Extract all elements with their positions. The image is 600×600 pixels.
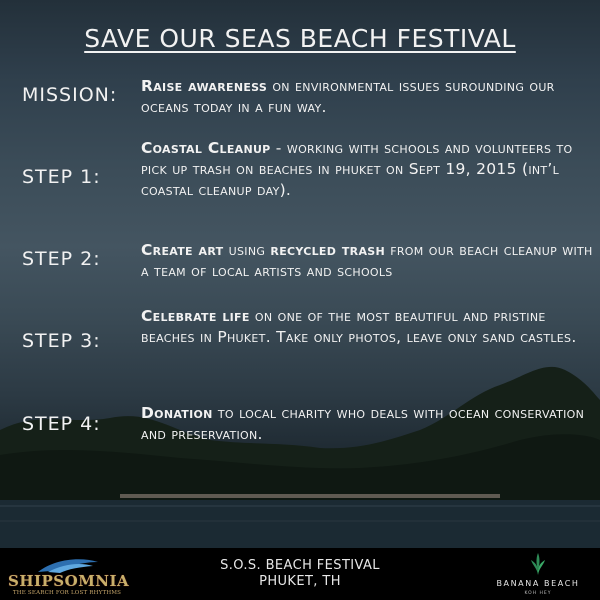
step-3-body: on one of the most beautiful and pristine beaches in Phuket. Take only photos, leave only sand castles. — [141, 307, 577, 346]
step-2-text — [141, 240, 593, 282]
shipsomnia-name: SHIPSOMNIA — [8, 572, 130, 590]
step-2-connector: using — [223, 241, 271, 259]
step-1-label: STEP 1: — [22, 166, 101, 188]
mission-bold: Raise awareness — [141, 77, 268, 95]
step-2-bold: Create art — [141, 241, 224, 259]
step-3-text — [141, 306, 593, 348]
footer-location: PHUKET, TH — [259, 574, 341, 589]
mission-label: MISSION: — [22, 84, 118, 106]
banana-beach-name: BANANA BEACH — [496, 579, 580, 588]
step-1-bold: Coastal Cleanup — [141, 139, 271, 157]
banana-beach-sub: KOH HEY — [524, 591, 552, 596]
mission-text — [141, 76, 593, 118]
step-4-body: to local charity who deals with ocean conservation and preservation. — [141, 404, 585, 443]
footer-festival-name: S.O.S. BEACH FESTIVAL — [220, 558, 380, 573]
step-4-bold: Donation — [141, 404, 213, 422]
footer-bar — [0, 548, 600, 600]
mission-body: on environmental issues surounding our oceans today in a fun way. — [141, 77, 555, 116]
step-2-label: STEP 2: — [22, 248, 101, 270]
step-2-bold-2: recycled trash — [270, 241, 385, 259]
step-1-body: - working with schools and volunteers to pick up trash on beaches in phuket on Sept 19, 2015 (int’l coastal cleanup day). — [141, 139, 573, 199]
step-3-bold: Celebrate life — [141, 307, 250, 325]
step-4-text — [141, 403, 593, 445]
step-4-label: STEP 4: — [22, 413, 101, 435]
page-title: SAVE OUR SEAS BEACH FESTIVAL — [84, 24, 516, 53]
shipsomnia-tagline: THE SEARCH FOR LOST RHYTHMS — [12, 590, 122, 596]
step-3-label: STEP 3: — [22, 330, 101, 352]
step-2-body: from our beach cleanup with a team of local artists and schools — [141, 241, 593, 280]
palm-leaf-icon — [528, 552, 548, 576]
banana-beach-logo — [486, 552, 590, 598]
step-1-text — [141, 138, 593, 201]
